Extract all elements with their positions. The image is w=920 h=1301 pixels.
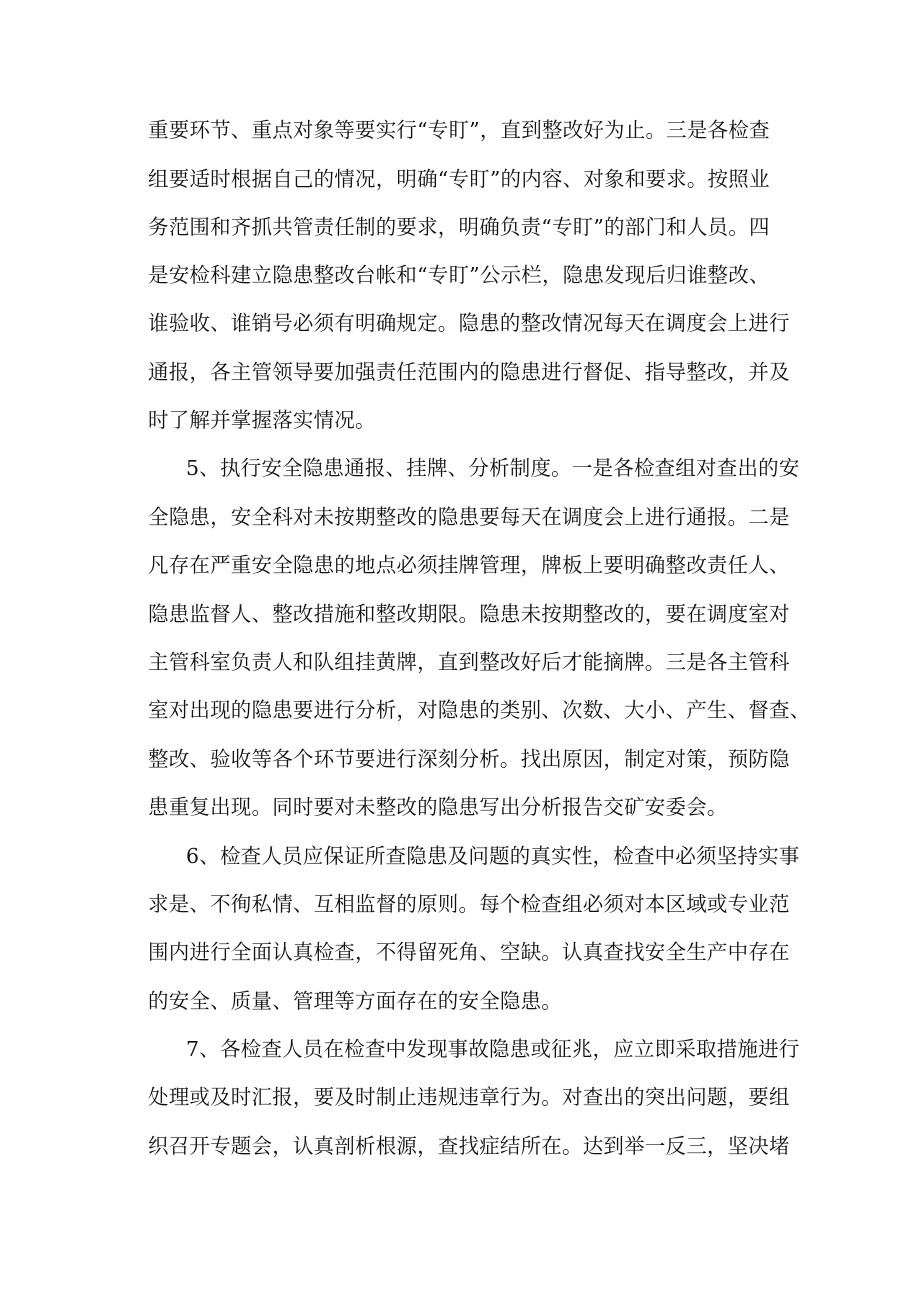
paragraph-5-first-line: 5、执行安全隐患通报、挂牌、分析制度。一是各检查组对查出的安 (186, 456, 800, 480)
paragraph-line: 谁验收、谁销号必须有明确规定。隐患的整改情况每天在调度会上进行 (148, 311, 790, 335)
paragraph-line: 处理或及时汇报，要及时制止违规违章行为。对查出的突出问题，要组 (148, 1085, 790, 1109)
paragraph-line: 务范围和齐抓共管责任制的要求，明确负责“专盯”的部门和人员。四 (148, 215, 770, 239)
paragraph-line: 全隐患，安全科对未按期整改的隐患要每天在调度会上进行通报。二是 (148, 505, 790, 529)
paragraph-line: 通报，各主管领导要加强责任范围内的隐患进行督促、指导整改，并及 (148, 360, 790, 384)
paragraph-line: 整改、验收等各个环节要进行深刻分析。找出原因，制定对策，预防隐 (148, 747, 790, 771)
paragraph-line: 主管科室负责人和队组挂黄牌，直到整改好后才能摘牌。三是各主管科 (148, 650, 790, 674)
paragraph-line: 织召开专题会，认真剖析根源，查找症结所在。达到举一反三，坚决堵 (148, 1134, 790, 1158)
paragraph-7-first-line: 7、各检查人员在检查中发现事故隐患或征兆，应立即采取措施进行 (186, 1037, 800, 1061)
paragraph-line: 的安全、质量、管理等方面存在的安全隐患。 (148, 989, 562, 1013)
paragraph-6-first-line: 6、检查人员应保证所查隐患及问题的真实性，检查中必须坚持实事 (186, 844, 800, 868)
paragraph-line: 凡存在严重安全隐患的地点必须挂牌管理，牌板上要明确整改责任人、 (148, 553, 790, 577)
paragraph-line: 求是、不徇私情、互相监督的原则。每个检查组必须对本区域或专业范 (148, 892, 790, 916)
paragraph-line: 组要适时根据自己的情况，明确“专盯”的内容、对象和要求。按照业 (148, 167, 770, 191)
paragraph-line: 患重复出现。同时要对未整改的隐患写出分析报告交矿安委会。 (148, 795, 728, 819)
paragraph-line: 时了解并掌握落实情况。 (148, 408, 376, 432)
paragraph-line: 重要环节、重点对象等要实行“专盯”，直到整改好为止。三是各检查 (148, 118, 770, 142)
paragraph-line: 室对出现的隐患要进行分析，对隐患的类别、次数、大小、产生、督查、 (148, 698, 811, 722)
paragraph-line: 是安检科建立隐患整改台帐和“专盯”公示栏，隐患发现后归谁整改、 (148, 263, 770, 287)
paragraph-line: 围内进行全面认真检查，不得留死角、空缺。认真查找安全生产中存在 (148, 940, 790, 964)
paragraph-line: 隐患监督人、整改措施和整改期限。隐患未按期整改的，要在调度室对 (148, 602, 790, 626)
